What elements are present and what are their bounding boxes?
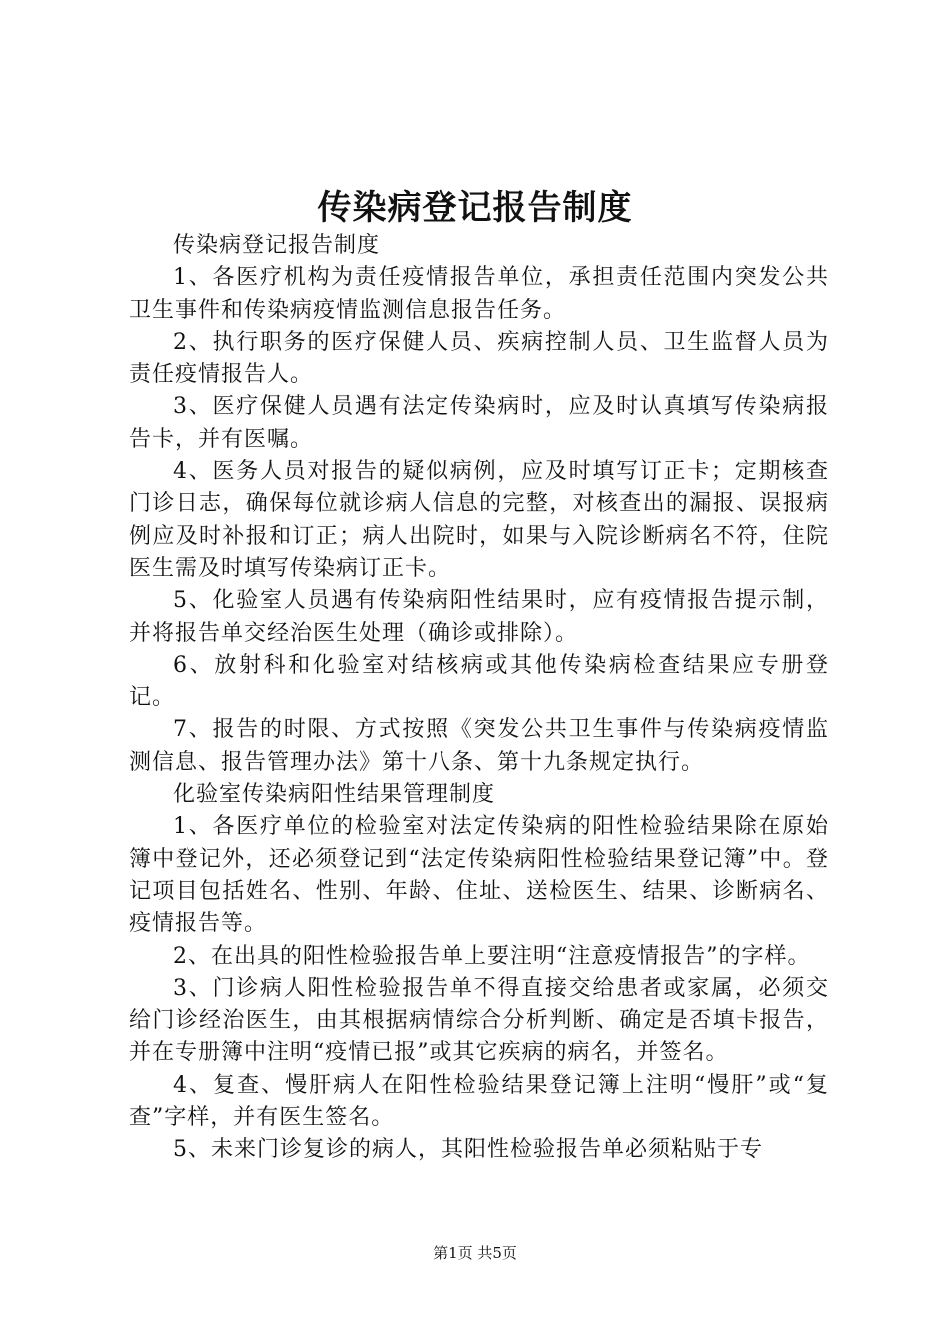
section-heading: 化验室传染病阳性结果管理制度 [173,782,496,808]
paragraph: 3、医疗保健人员遇有法定传染病时，应及时认真填写传染病报告卡，并有医嘱。 [129,394,829,452]
paragraph: 6、放射科和化验室对结核病或其他传染病检查结果应专册登记。 [129,652,829,711]
paragraph: 2、在出具的阳性检验报告单上要注明“注意疫情报告”的字样。 [173,943,811,969]
paragraph: 5、未来门诊复诊的病人，其阳性检验报告单必须粘贴于专 [173,1137,763,1163]
document-title: 传染病登记报告制度 [317,188,633,228]
paragraph: 1、各医疗机构为责任疫情报告单位，承担责任范围内突发公共卫生事件和传染病疫情监测信息报告任务。 [129,265,829,323]
paragraph: 2、执行职务的医疗保健人员、疾病控制人员、卫生监督人员为责任疫情报告人。 [129,329,829,388]
section-heading: 传染病登记报告制度 [173,233,381,258]
paragraph: 4、医务人员对报告的疑似病例，应及时填写订正卡；定期核查门诊日志，确保每位就诊病人信息的完整，对核查出的漏报、误报病例应及时补报和订正；病人出院时，如果与入院诊断病名不符，住院医生需及时填写传染病订正卡。 [129,459,829,581]
paragraph: 4、复查、慢肝病人在阳性检验结果登记簿上注明“慢肝”或“复查”字样，并有医生签名。 [129,1072,829,1131]
page-number-footer: 第1页 共5页 [433,1244,517,1262]
document-body [129,230,829,1167]
paragraph: 3、门诊病人阳性检验报告单不得直接交给患者或家属，必须交给门诊经治医生，由其根据病情综合分析判断、确定是否填卡报告，并在专册簿中注明“疫情已报”或其它疾病的病名，并签名。 [129,975,829,1066]
paragraph: 1、各医疗单位的检验室对法定传染病的阳性检验结果除在原始簿中登记外，还必须登记到“法定传染病阳性检验结果登记簿”中。登记项目包括姓名、性别、年龄、住址、送检医生、结果、诊断病名、疫情报告等。 [129,814,829,937]
paragraph: 5、化验室人员遇有传染病阳性结果时，应有疫情报告提示制，并将报告单交经治医生处理（确诊或排除）。 [129,588,829,646]
paragraph: 7、报告的时限、方式按照《突发公共卫生事件与传染病疫情监测信息、报告管理办法》第十八条、第十九条规定执行。 [129,717,829,775]
